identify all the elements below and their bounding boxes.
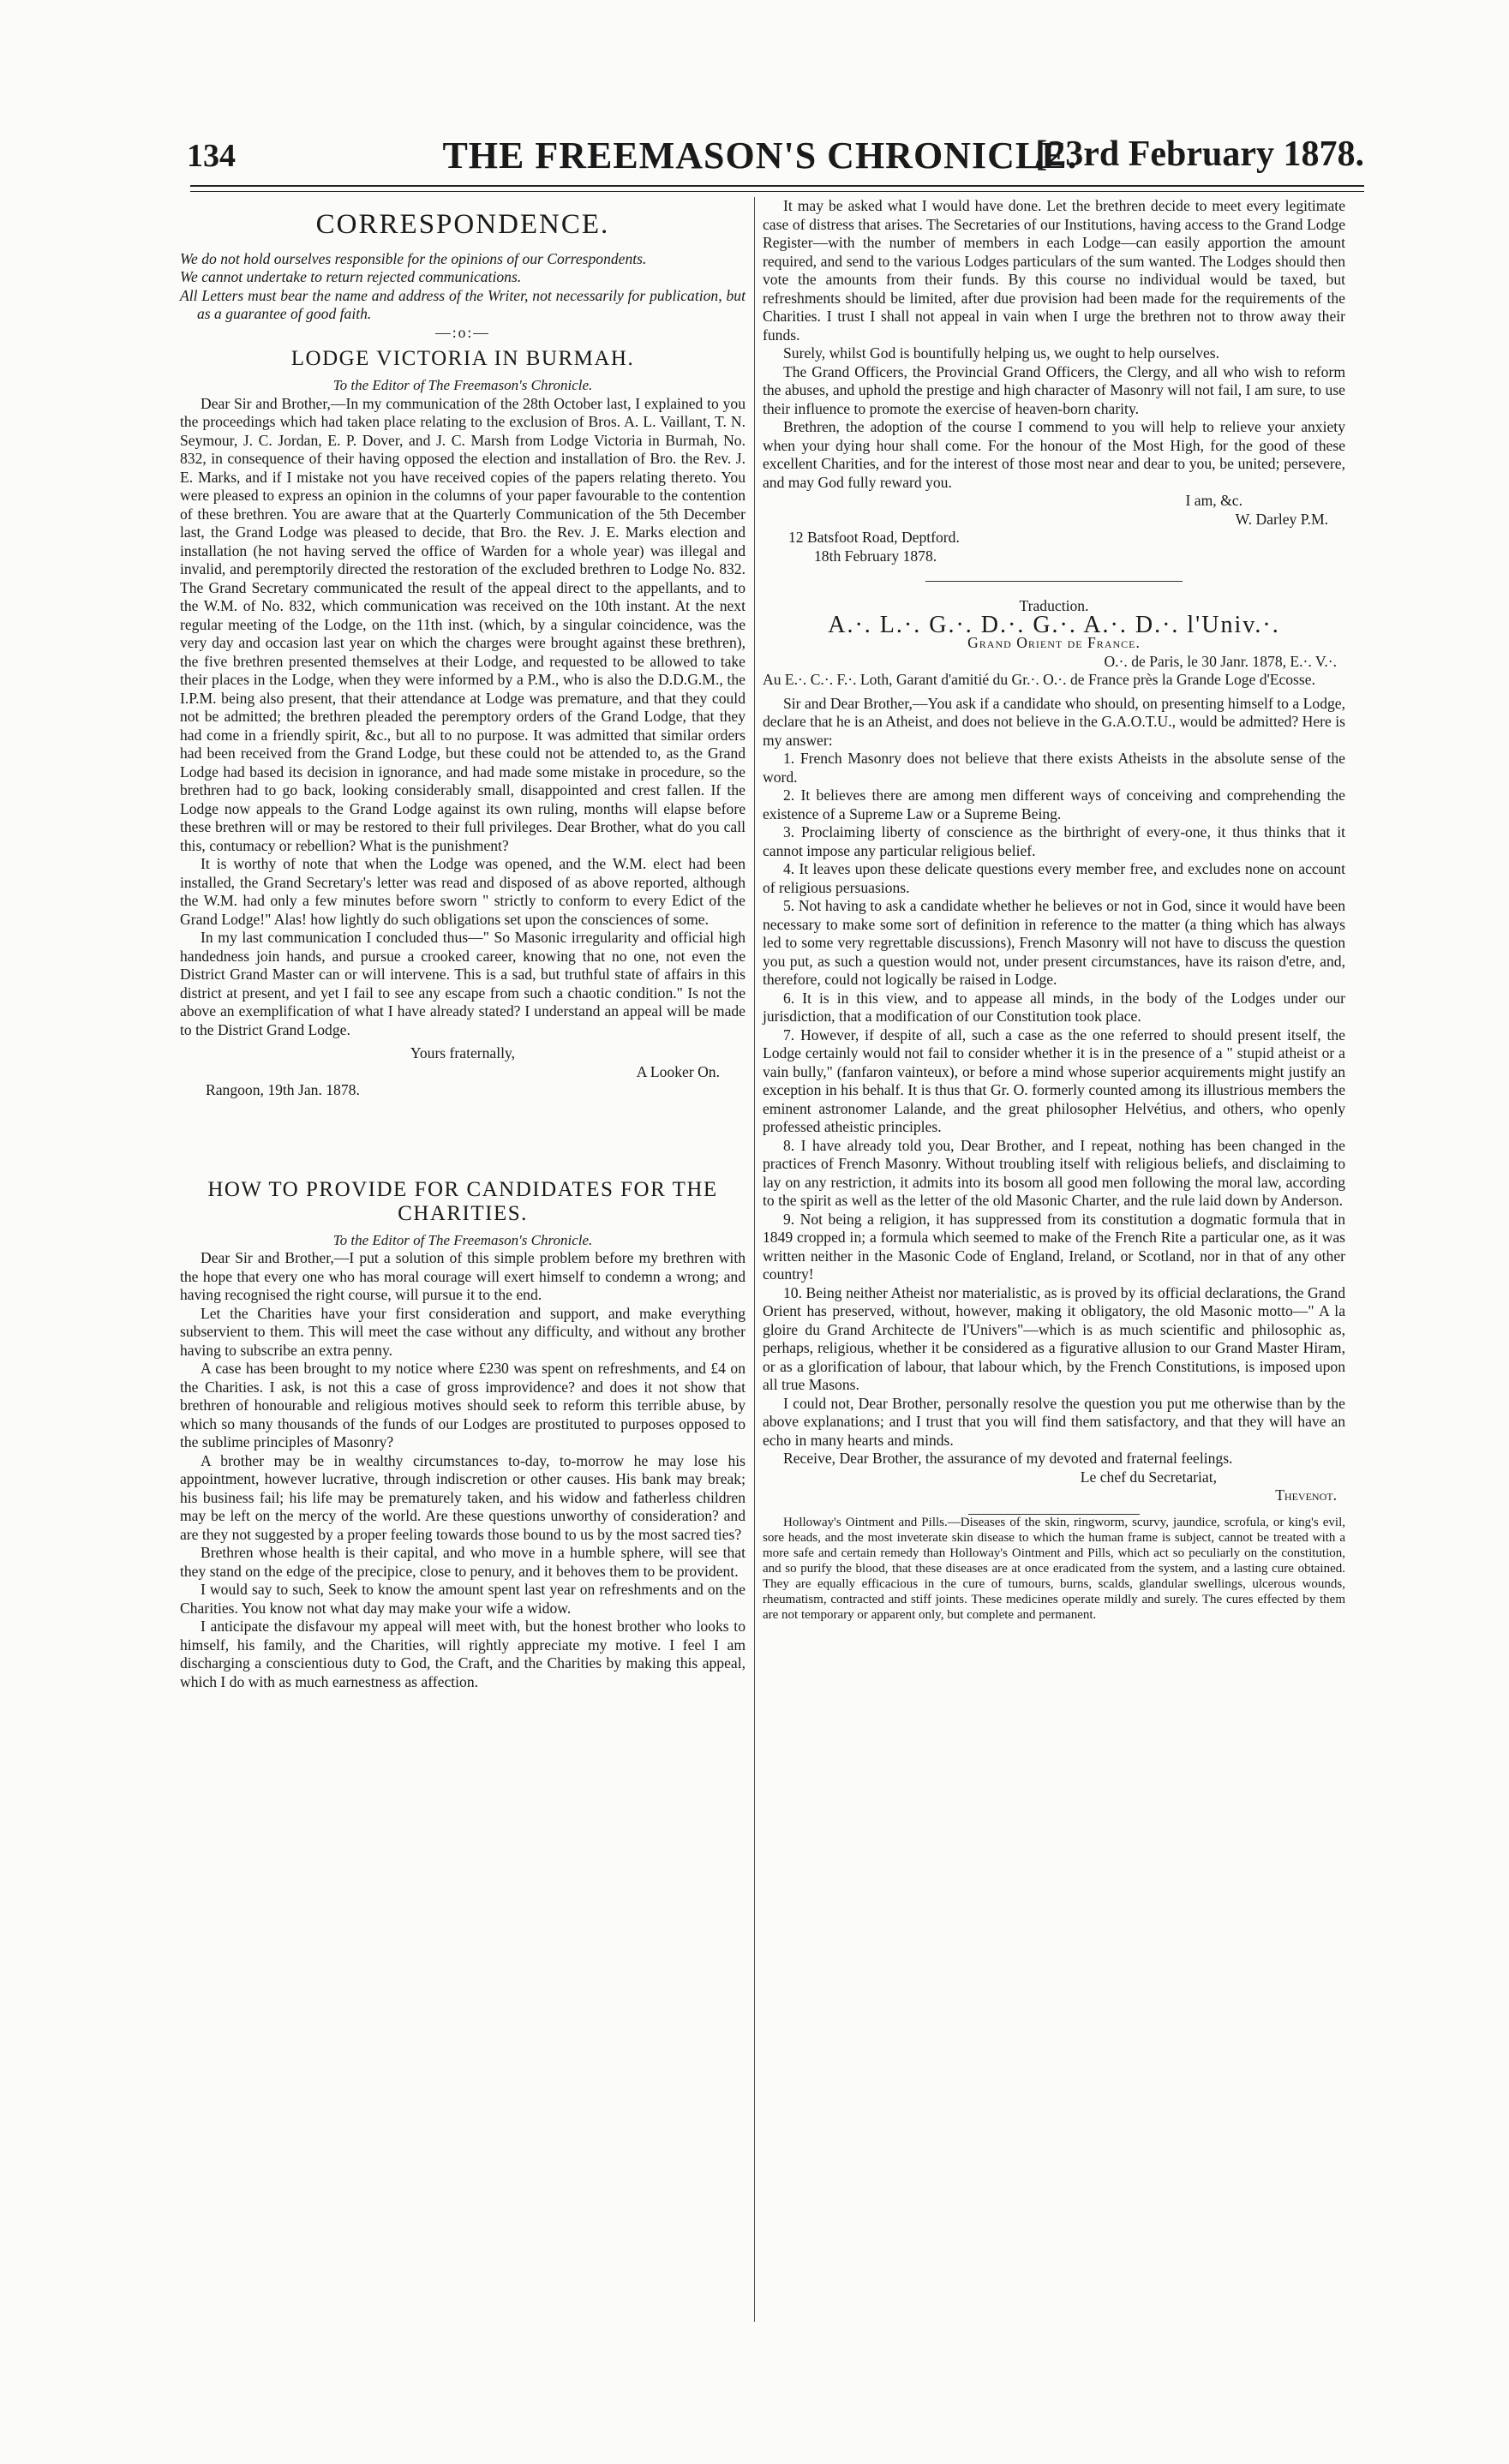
article-paragraph: Sir and Dear Brother,—You ask if a candidate who should, on presenting himself to a Lodge, declare that he is an Atheist, and does not believe in the G.A.O.T.U., would be admitted? Here is my answer: bbox=[763, 694, 1345, 749]
article-paragraph: Surely, whilst God is bountifully helping us, we ought to help ourselves. bbox=[783, 344, 1220, 362]
masthead bbox=[156, 129, 1364, 182]
article-paragraph: 5. Not having to ask a candidate whether he believes or not in God, since it would have been necessary to make some sort of definition in reference to the matter (a thing which has always led to some very regrettable discussions), French Masonry will not have to discuss the question you put, as such a question would not, under present circumstances, have its raison d'etre, and, therefore, could not logically be raised in Lodge. bbox=[763, 897, 1345, 988]
article-paragraph: 2. It believes there are among men different ways of conceiving and comprehending the existence of a Supreme Law or a Supreme Being. bbox=[763, 786, 1345, 822]
letter-place-date: Rangoon, 19th Jan. 1878. bbox=[206, 1081, 360, 1098]
newspaper-title: THE FREEMASON'S CHRONICLE. bbox=[442, 135, 1078, 176]
article-paragraph: Let the Charities have your first consideration and support, and make everything subservient to them. This will meet the case without any difficulty, and without any brother having to subscribe an extra penny. bbox=[180, 1304, 746, 1359]
article-paragraph: I would say to such, Seek to know the amount spent last year on refreshments and on the Charities. You know not what day may make your wife a widow. bbox=[180, 1581, 746, 1617]
letter-address: 12 Batsfoot Road, Deptford. bbox=[788, 529, 960, 546]
article-paragraph: 6. It is in this view, and to appease all minds, in the body of the Lodges under our jurisdiction, that a modification of our Constitution took place. bbox=[763, 989, 1345, 1025]
article-paragraph: It may be asked what I would have done. Let the brethren decide to meet every legitimate case of distress that arises. The Secretaries of our Institutions, having access to the Grand Lodge Register—with the number of members in each Lodge—can easily apportion the amount required, and send to the various Lodges particulars of the sum wanted. The Lodges should then vote the amounts from their funds. By this course no individual would be taxed, but refreshments should be limited, after due provision had been made for the requirements of the Charities. I trust I shall not appeal in vain when I urge the brethren not to throw away their funds. bbox=[763, 197, 1345, 344]
article-paragraph: Receive, Dear Brother, the assurance of my devoted and fraternal feelings. bbox=[783, 1450, 1233, 1467]
article-paragraph: Dear Sir and Brother,—I put a solution of this simple problem before my brethren with the hope that every one who has moral courage will exert himself to condemn a wrong; and having recognised the right course, will pursue it to the end. bbox=[180, 1249, 746, 1303]
page-number: 134 bbox=[187, 138, 236, 174]
article-paragraph: A brother may be in wealthy circumstances to-day, to-morrow he may lose his appointment, however lucrative, through indiscretion or other causes. His bank may break; his business fail; his life may be prematurely taken, and his widow and fatherless children may be left on the mercy of the world. Are these questions unworthy of consideration? and are they not suggested by a proper feeling towards those bound to us by the most sacred ties? bbox=[180, 1451, 746, 1543]
editorial-note: We cannot undertake to return rejected communications. bbox=[180, 268, 522, 285]
article-paragraph: 1. French Masonry does not believe that there exists Atheists in the absolute sense of the word. bbox=[763, 750, 1345, 786]
editorial-note: All Letters must bear the name and address of the Writer, not necessarily for publication, but as a guarantee of good faith. bbox=[180, 286, 746, 322]
article-paragraph: I anticipate the disfavour my appeal will meet with, but the honest brother who looks to himself, his family, and the Charities, will rightly appreciate my motive. I feel I am discharging a conscientious duty to God, the Craft, and the Charities by making this appeal, which I do with as much earnestness as affection. bbox=[180, 1618, 746, 1690]
letter-date: 18th February 1878. bbox=[814, 547, 937, 565]
to-editor-line: To the Editor of The Freemason's Chronicle. bbox=[332, 1231, 593, 1248]
right-column bbox=[763, 197, 1345, 1623]
article-paragraph: 7. However, if despite of all, such a case as the one referred to should present itself, the Lodge certainly would not fail to consider whether it is in the presence of a " stupid atheist or a vain bully," (fanfaron vainteux), or before a mind whose superior acquirements might justify an exception in his behalf. It is thus that Gr. O. formerly counted among its illustrious members the eminent astronomer Lalande, and the great philosopher Helvétius, and others, who openly professed atheistic principles. bbox=[763, 1026, 1345, 1135]
separator: —:o:— bbox=[435, 323, 490, 341]
article-paragraph: Brethren whose health is their capital, and who move in a humble sphere, will see that they stand on the edge of the precipice, close to penury, and it behoves them to be provident. bbox=[180, 1544, 746, 1580]
issue-date: [23rd February 1878. bbox=[1035, 135, 1364, 174]
article-paragraph: 4. It leaves upon these delicate questions every member free, and excludes none on account of religious persuasions. bbox=[763, 860, 1345, 896]
article-title: HOW TO PROVIDE FOR CANDIDATES FOR THE CHARITIES. bbox=[207, 1177, 718, 1225]
masthead-rule bbox=[190, 185, 1364, 192]
letter-signature: A Looker On. bbox=[636, 1062, 720, 1080]
letter-closing: Yours fraternally, bbox=[410, 1044, 516, 1062]
letter-signature: Thevenot. bbox=[1275, 1486, 1337, 1504]
letter-closing: I am, &c. bbox=[1185, 492, 1243, 509]
article-paragraph: 10. Being neither Atheist nor materialistic, as is proved by its official declarations, the Grand Orient has preserved, without, however, making it obligatory, the old Masonic motto—" A la gloire du Grand Architecte de l'Univers"—which is as much scientific and philosophic as, perhaps, religious, whether it be considered as a figurative allusion to our Grand Master Hiram, or as a glorification of labour, that labour which, by the French Constitutions, is imposed upon all true Masons. bbox=[763, 1283, 1345, 1393]
advertisement: Holloway's Ointment and Pills.—Diseases of the skin, ringworm, scurvy, jaundice, scrofula, or king's evil, sore heads, and the most inveterate skin disease to which the human frame is subject, cannot be treated with a more safe and certain remedy than Holloway's Ointment and Pills, which act so peculiarly on the constitution, and so purify the blood, that these diseases are at once eradicated from the system, and a lasting cure obtained. They are equally efficacious in the cure of tumours, burns, scalds, glandular swellings, ulcerous wounds, rheumatism, contracted and stiff joints. These medicines operate mildly and surely. The cures effected by them are not temporary or apparent only, but complete and permanent. bbox=[763, 1515, 1345, 1622]
article-paragraph: I could not, Dear Brother, personally resolve the question you put me otherwise than by the above explanations; and I trust that you will find them satisfactory, and that they will have an echo in many hearts and minds. bbox=[763, 1394, 1345, 1449]
article-paragraph: It is worthy of note that when the Lodge was opened, and the W.M. elect had been installed, the Grand Secretary's letter was read and disposed of as above reported, although the W.M. had only a few minutes before sworn " strictly to conform to every Edict of the Grand Lodge!" Alas! how lightly do such obligations set upon the consciences of some. bbox=[180, 855, 746, 928]
orient-name: Grand Orient de France. bbox=[967, 634, 1141, 651]
to-editor-line: To the Editor of The Freemason's Chronicle. bbox=[332, 377, 593, 393]
article-paragraph: A case has been brought to my notice where £230 was spent on refreshments, and £4 on the Charities. I ask, is not this a case of gross improvidence? and does it not show that brethren of honourable and religious motives should seek to reform this terrible abuse, by which so many thousands of the funds of our Lodges are prostituted to purposes opposed to the sublime principles of Masonry? bbox=[180, 1360, 746, 1450]
editorial-note: We do not hold ourselves responsible for the opinions of our Correspondents. bbox=[180, 249, 647, 267]
article-paragraph: 8. I have already told you, Dear Brother, and I repeat, nothing has been changed in the practices of French Masonry. Without troubling itself with religious beliefs, and disclaiming to lay on any restriction, it admits into its bosom all good men following the moral law, according to the spirit as well as the letter of the old Masonic Charter, and the rule laid down by Anderson. bbox=[763, 1136, 1345, 1209]
article-paragraph: 9. Not being a religion, it has suppressed from its constitution a dogmatic formula that in 1849 cropped in; a formula which seemed to make of the French Rite a particular one, as it was written neither in the Masonic Code of England, Ireland, or Scotland, nor in that of any other country! bbox=[763, 1210, 1345, 1283]
article-title: LODGE VICTORIA IN BURMAH. bbox=[290, 347, 635, 370]
article-paragraph: Brethren, the adoption of the course I commend to you will help to relieve your anxiety when your dying hour shall come. For the honour of the Most High, for the good of these excellent Charities, and for the interest of those most near and dear to you, be united; persevere, and may God fully reward you. bbox=[763, 418, 1345, 491]
article-paragraph: The Grand Officers, the Provincial Grand Officers, the Clergy, and all who wish to reform the abuses, and uphold the prestige and high character of Masonry will not fail, I am sure, to use their influence to promote the exercise of heaven-born charity. bbox=[763, 362, 1345, 417]
article-paragraph: Dear Sir and Brother,—In my communication of the 28th October last, I explained to you the proceedings which had taken place relating to the exclusion of Bros. A. L. Vaillant, T. N. Seymour, J. C. Jordan, E. P. Dover, and J. C. Marsh from Lodge Victoria in Burmah, No. 832, in consequence of their having opposed the election and installation of Bro. the Rev. J. E. Marks, and if I mistake not you have received copies of the papers relating thereto. You were pleased to express an opinion in the columns of your paper favourable to the contention of these brethren. You are aware that at the Quarterly Communication of the 5th December last, the Grand Lodge was pleased to decide, that Bro. the Rev. J. E. Marks election and installation (he not having served the office of Warden for a whole year) was illegal and invalid, and peremptorily directed the restoration of the excluded brethren to Lodge No. 832. The Grand Secretary communicated the result of the appeal direct to the appellants, and to the W.M. of No. 832, which communication was received on the 10th instant. At the next regular meeting of the Lodge, on the 11th inst. (which, by a singular coincidence, was the very day and occasion last year on which the charges were brought against these brethren), the five brethren presented themselves at their Lodge, and requested to be allowed to take their places in the Lodge, when they were informed by a P.M., who is also the D.D.G.M., the I.P.M. being also present, that their attendance at Lodge was premature, and that they could not be admitted; the brethren pleaded the peremptory orders of the Grand Lodge, that they had come in a friendly spirit, &c., but all to no purpose. It was admitted that similar orders had been received from the Grand Lodge, but these could not be attended to, as the Grand Lodge had based its decision in ignorance, and had made some mistake in procedure, so the brethren had to go back, looking considerably small, disappointed and crest fallen. If the Lodge now appeals to the Grand Lodge against its own ruling, months will elapse before these brethren will or may be restored to their full privileges. Dear Brother, what do you call this, contumacy or rebellion? What is the punishment? bbox=[180, 394, 746, 854]
left-column bbox=[180, 197, 746, 1691]
translation-label: Traduction. bbox=[1019, 597, 1089, 614]
orient-date: O.·. de Paris, le 30 Janr. 1878, E.·. V.·. bbox=[1104, 652, 1337, 670]
article-paragraph: In my last communication I concluded thus—" So Masonic irregularity and official high handedness join hands, and pursue a crooked career, knowing that no one, not even the District Grand Master can or will intervene. This is a sad, but truthful state of affairs in this district at present, and yet I fail to see any escape from such a chaotic condition." Is not the above an exemplification of what I have already stated? I understand an appeal will be made to the District Grand Lodge. bbox=[180, 929, 746, 1038]
article-paragraph: 3. Proclaiming liberty of conscience as the birthright of every-one, it thus thinks that it cannot impose any particular religious belief. bbox=[763, 823, 1345, 859]
rule bbox=[925, 581, 1183, 582]
letter-closing: Le chef du Secretariat, bbox=[1080, 1468, 1217, 1486]
letter-signature: W. Darley P.M. bbox=[1235, 510, 1328, 528]
column-divider bbox=[754, 197, 755, 2322]
masonic-heading: A.·. L.·. G.·. D.·. G.·. A.·. D.·. l'Univ.·. bbox=[828, 611, 1280, 638]
addressee: Au E.·. C.·. F.·. Loth, Garant d'amitié du Gr.·. O.·. de France près la Grande Loge d'Ecosse. bbox=[763, 671, 1315, 688]
section-title: CORRESPONDENCE. bbox=[315, 209, 610, 240]
